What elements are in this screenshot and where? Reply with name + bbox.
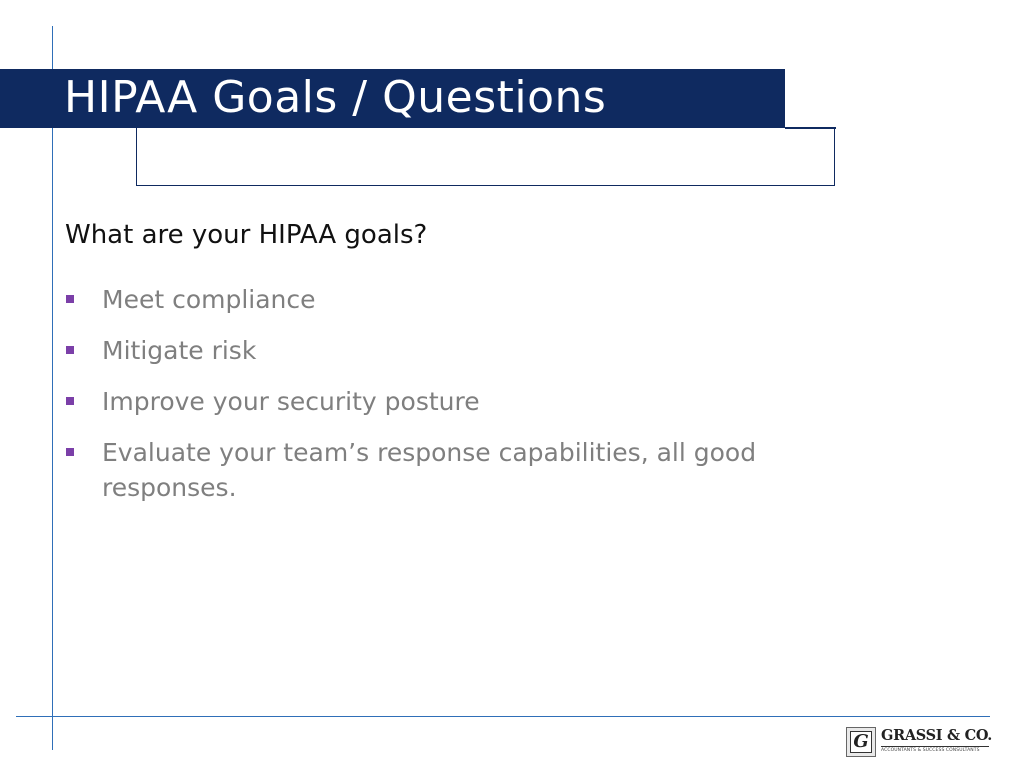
bullet-item <box>64 384 844 419</box>
square-bullet-icon <box>66 295 74 303</box>
bullet-text: Improve your security posture <box>102 387 480 416</box>
horizontal-accent-line <box>16 716 990 717</box>
vertical-accent-line <box>52 26 53 750</box>
bullet-text: Evaluate your team’s response capabilities, all good responses. <box>102 438 757 502</box>
bullet-item <box>64 333 844 368</box>
title-outline-box-top <box>785 127 836 129</box>
bullet-text: Mitigate risk <box>102 336 257 365</box>
logo-name: GRASSI & CO. <box>881 727 993 744</box>
square-bullet-icon <box>66 346 74 354</box>
company-logo <box>846 727 991 759</box>
square-bullet-icon <box>66 397 74 405</box>
bullet-item <box>64 282 844 317</box>
logo-tagline: ACCOUNTANTS & SUCCESS CONSULTANTS <box>881 748 980 753</box>
bullet-text: Meet compliance <box>102 285 316 314</box>
bullet-list <box>64 282 844 521</box>
logo-divider <box>881 746 989 747</box>
title-outline-box <box>136 127 835 186</box>
bullet-item <box>64 435 844 505</box>
square-bullet-icon <box>66 448 74 456</box>
slide-title: HIPAA Goals / Questions <box>64 72 607 123</box>
logo-mark-letter: G <box>850 731 872 753</box>
question-heading: What are your HIPAA goals? <box>65 220 428 250</box>
logo-mark-icon <box>846 727 876 757</box>
